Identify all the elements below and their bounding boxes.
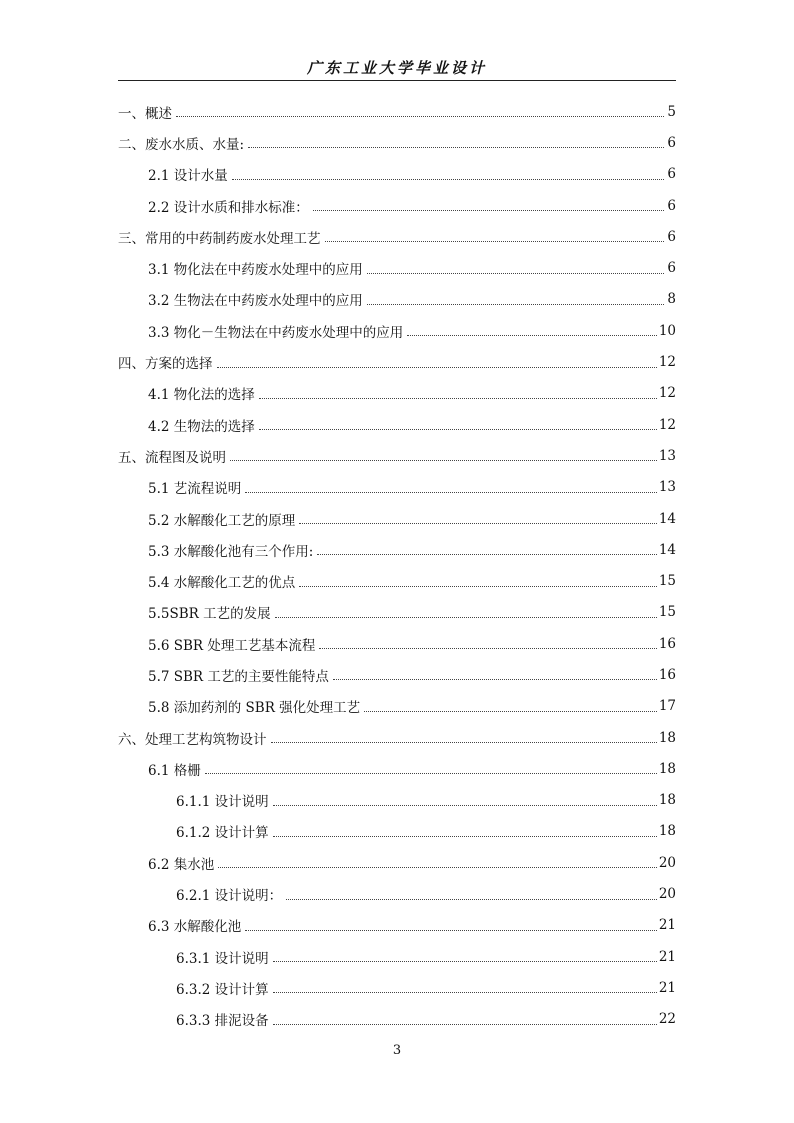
toc-dot-leader <box>273 992 657 993</box>
toc-entry-title: 一、概述 <box>118 105 172 122</box>
toc-entry-title: 6.1.2 设计计算 <box>176 825 269 842</box>
toc-entry-title: 6.2.1 设计说明： <box>176 888 283 905</box>
toc-entry[interactable] <box>118 221 676 252</box>
toc-entry-title: 五、流程图及说明 <box>118 449 226 466</box>
toc-entry-title: 6.1.1 设计说明 <box>176 794 269 811</box>
toc-entry-title: 6.3.1 设计说明 <box>176 950 269 967</box>
toc-entry-page: 22 <box>658 1011 676 1028</box>
toc-dot-leader <box>299 523 657 524</box>
toc-entry-title: 六、处理工艺构筑物设计 <box>118 731 267 748</box>
toc-entry[interactable] <box>118 346 676 377</box>
toc-entry-page: 20 <box>658 854 676 871</box>
toc-entry-page: 15 <box>658 604 676 621</box>
toc-entry[interactable] <box>118 503 676 534</box>
toc-entry-title: 4.1 物化法的选择 <box>148 387 255 404</box>
header-title: 广东工业大学毕业设计 <box>306 59 487 77</box>
toc-entry[interactable] <box>118 378 676 409</box>
toc-entry[interactable] <box>118 816 676 847</box>
toc-entry[interactable] <box>118 315 676 346</box>
toc-dot-leader <box>367 273 664 274</box>
toc-entry[interactable] <box>118 878 676 909</box>
toc-entry-page: 16 <box>658 635 676 652</box>
toc-entry-page: 6 <box>667 260 676 277</box>
toc-entry-page: 15 <box>658 573 676 590</box>
toc-dot-leader <box>273 961 657 962</box>
toc-entry-page: 6 <box>667 134 676 151</box>
toc-entry[interactable] <box>118 565 676 596</box>
toc-dot-leader <box>299 586 657 587</box>
toc-entry-title: 三、常用的中药制药废水处理工艺 <box>118 230 321 247</box>
toc-entry-page: 8 <box>667 291 676 308</box>
toc-dot-leader <box>230 460 657 461</box>
toc-dot-leader <box>319 648 656 649</box>
toc-entry[interactable] <box>118 785 676 816</box>
toc-dot-leader <box>245 930 657 931</box>
toc-dot-leader <box>217 367 657 368</box>
toc-entry-title: 5.6 SBR 处理工艺基本流程 <box>148 637 316 654</box>
toc-entry[interactable] <box>118 1004 676 1035</box>
toc-entry[interactable] <box>118 534 676 565</box>
toc-entry[interactable] <box>118 597 676 628</box>
toc-entry[interactable] <box>118 190 676 221</box>
toc-entry-page: 14 <box>658 541 676 558</box>
toc-dot-leader <box>232 179 664 180</box>
toc-entry-page: 17 <box>658 698 676 715</box>
toc-dot-leader <box>259 429 657 430</box>
page-number: 3 <box>392 1043 402 1058</box>
toc-entry-page: 6 <box>667 228 676 245</box>
toc-entry-title: 2.1 设计水量 <box>148 168 228 185</box>
toc-dot-leader <box>273 836 657 837</box>
toc-entry-page: 21 <box>658 917 676 934</box>
toc-dot-leader <box>407 335 657 336</box>
toc-entry-page: 13 <box>658 447 676 464</box>
toc-dot-leader <box>313 210 664 211</box>
toc-entry-page: 12 <box>658 385 676 402</box>
toc-dot-leader <box>271 742 657 743</box>
toc-entry-page: 18 <box>658 760 676 777</box>
page-header <box>118 56 676 81</box>
toc-entry-title: 6.3.2 设计计算 <box>176 981 269 998</box>
toc-entry-page: 6 <box>667 197 676 214</box>
toc-entry-title: 6.3.3 排泥设备 <box>176 1013 269 1030</box>
toc-dot-leader <box>245 492 657 493</box>
toc-entry-page: 21 <box>658 948 676 965</box>
toc-entry[interactable] <box>118 159 676 190</box>
toc-entry[interactable] <box>118 910 676 941</box>
toc-entry-page: 20 <box>658 886 676 903</box>
toc-entry[interactable] <box>118 722 676 753</box>
toc-entry[interactable] <box>118 753 676 784</box>
toc-entry[interactable] <box>118 628 676 659</box>
toc-entry-title: 4.2 生物法的选择 <box>148 418 255 435</box>
toc-entry-page: 10 <box>658 322 676 339</box>
toc-entry[interactable] <box>118 847 676 878</box>
toc-entry[interactable] <box>118 941 676 972</box>
toc-entry-page: 12 <box>658 416 676 433</box>
toc-entry-title: 6.2 集水池 <box>148 856 215 873</box>
toc-entry-title: 5.8 添加药剂的 SBR 强化处理工艺 <box>148 700 361 717</box>
toc-dot-leader <box>333 679 657 680</box>
toc-entry-title: 5.2 水解酸化工艺的原理 <box>148 512 296 529</box>
toc-entry-page: 18 <box>658 729 676 746</box>
toc-entry-page: 6 <box>667 166 676 183</box>
toc-entry[interactable] <box>118 96 676 127</box>
toc-dot-leader <box>317 554 657 555</box>
toc-dot-leader <box>325 241 665 242</box>
toc-dot-leader <box>367 304 664 305</box>
toc-entry-title: 5.3 水解酸化池有三个作用: <box>148 543 314 560</box>
toc-dot-leader <box>218 867 657 868</box>
toc-entry-title: 3.3 物化－生物法在中药废水处理中的应用 <box>148 324 404 341</box>
toc-entry-title: 3.2 生物法在中药废水处理中的应用 <box>148 293 363 310</box>
toc-entry-page: 21 <box>658 979 676 996</box>
toc-entry[interactable] <box>118 127 676 158</box>
toc-entry[interactable] <box>118 409 676 440</box>
toc-entry-page: 16 <box>658 666 676 683</box>
toc-entry-title: 二、废水水质、水量: <box>118 136 245 153</box>
toc-entry[interactable] <box>118 284 676 315</box>
toc-entry[interactable] <box>118 472 676 503</box>
toc-dot-leader <box>205 773 657 774</box>
toc-entry[interactable] <box>118 440 676 471</box>
toc-entry-title: 5.1 艺流程说明 <box>148 481 242 498</box>
toc-dot-leader <box>364 711 657 712</box>
toc-entry-title: 2.2 设计水质和排水标准： <box>148 199 309 216</box>
toc-entry-page: 18 <box>658 792 676 809</box>
toc-entry-title: 5.4 水解酸化工艺的优点 <box>148 575 296 592</box>
toc-entry[interactable] <box>118 252 676 283</box>
toc-entry-title: 6.3 水解酸化池 <box>148 919 242 936</box>
toc-dot-leader <box>286 899 657 900</box>
toc-entry-page: 13 <box>658 479 676 496</box>
toc-entry-title: 6.1 格栅 <box>148 762 201 779</box>
toc-dot-leader <box>176 116 664 117</box>
toc-entry-title: 四、方案的选择 <box>118 356 213 373</box>
toc-dot-leader <box>259 398 657 399</box>
toc-dot-leader <box>275 617 657 618</box>
toc-entry-title: 5.5SBR 工艺的发展 <box>148 606 271 623</box>
toc-entry[interactable] <box>118 659 676 690</box>
toc-dot-leader <box>273 805 657 806</box>
table-of-contents <box>118 96 676 1035</box>
toc-entry[interactable] <box>118 972 676 1003</box>
toc-entry-page: 14 <box>658 510 676 527</box>
toc-entry-title: 3.1 物化法在中药废水处理中的应用 <box>148 262 363 279</box>
toc-entry-page: 18 <box>658 823 676 840</box>
toc-dot-leader <box>273 1024 657 1025</box>
toc-entry-title: 5.7 SBR 工艺的主要性能特点 <box>148 668 329 685</box>
toc-dot-leader <box>248 147 664 148</box>
toc-entry-page: 12 <box>658 354 676 371</box>
toc-entry-page: 5 <box>667 103 676 120</box>
toc-entry[interactable] <box>118 691 676 722</box>
